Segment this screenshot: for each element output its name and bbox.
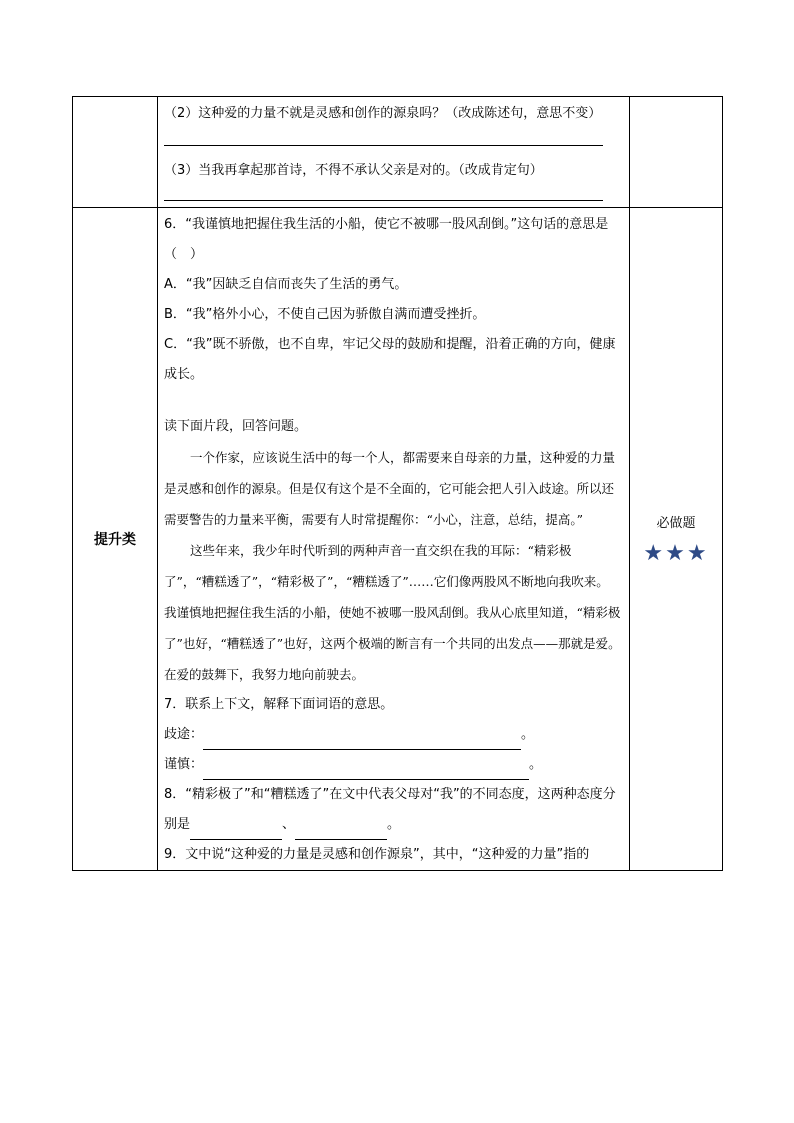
question-7-word-1 [164, 720, 621, 750]
reading-prompt: 读下面片段，回答问题。 [164, 419, 308, 434]
question-9: 9．文中说“这种爱的力量是灵感和创作源泉”，其中，“这种爱的力量”指的 [164, 847, 590, 862]
question-8 [164, 780, 621, 840]
question-8-text: 8．“精彩极了”和“糟糕透了”在文中代表父母对“我”的不同态度，这两种态度分别是 [164, 787, 616, 832]
answer-blank-8-1[interactable] [190, 819, 282, 840]
period: 。 [387, 817, 401, 832]
question-2: （2）这种爱的力量不就是灵感和创作的源泉吗？（改成陈述句，意思不变） [164, 106, 602, 121]
row-sentence-rewrite [73, 97, 723, 208]
category-cell [73, 208, 158, 871]
question-cell [158, 97, 630, 208]
period: 。 [521, 727, 535, 742]
word-label-2: 谨慎： [164, 757, 204, 772]
question-7-word-2 [164, 750, 621, 780]
word-label-1: 歧途： [164, 727, 204, 742]
passage-paragraph-2: 这些年来，我少年时代听到的两种声音一直交织在我的耳际：“精彩极了”，“糟糕透了”，“精彩极了”，“糟糕透了”……它们像两股风不断地向我吹来。我谨慎地把握住我生活的小船，使她不被哪一股风刮倒。我从心底里知道，“精彩极了”也好，“糟糕透了”也好，这两个极端的断言有一个共同的出发点——那就是爱。在爱的鼓舞下，我努力地向前驶去。 [164, 543, 621, 682]
answer-blank-7-2[interactable] [203, 759, 529, 780]
side-cell [630, 208, 723, 871]
row-improvement [73, 208, 723, 871]
question-6-stem: 6．“我谨慎地把握住我生活的小船，使它不被哪一股风刮倒。”这句话的意思是（ ） [164, 217, 609, 262]
period: 。 [529, 757, 543, 772]
worksheet-table [72, 96, 723, 871]
required-label: 必做题 [656, 516, 696, 531]
category-label: 提升类 [94, 532, 136, 548]
question-3: （3）当我再拿起那首诗，不得不承认父亲是对的。（改成肯定句） [164, 163, 543, 178]
option-b[interactable]: B．“我”格外小心，不使自己因为骄傲自满而遭受挫折。 [164, 307, 486, 322]
option-c[interactable]: C．“我”既不骄傲，也不自卑，牢记父母的鼓励和提醒，沿着正确的方向，健康成长。 [164, 337, 616, 382]
answer-line-2[interactable] [164, 131, 603, 146]
passage-paragraph-1: 一个作家，应该说生活中的每一个人，都需要来自母亲的力量，这种爱的力量是灵感和创作的源泉。但是仅有这个是不全面的，它可能会把人引入歧途。所以还需要警告的力量来平衡，需要有人时常提醒你：“小心，注意，总结，提高。” [164, 450, 616, 527]
answer-blank-7-1[interactable] [203, 729, 521, 750]
difficulty-stars-icon: ★★★ [643, 541, 709, 566]
side-cell-empty [630, 97, 723, 208]
question-7: 7．联系上下文，解释下面词语的意思。 [164, 697, 394, 712]
answer-line-3[interactable] [164, 186, 603, 201]
category-cell-empty [73, 97, 158, 208]
answer-blank-8-2[interactable] [295, 819, 387, 840]
separator: 、 [282, 817, 296, 832]
question-cell [158, 208, 630, 871]
option-a[interactable]: A．“我”因缺乏自信而丧失了生活的勇气。 [164, 277, 408, 292]
